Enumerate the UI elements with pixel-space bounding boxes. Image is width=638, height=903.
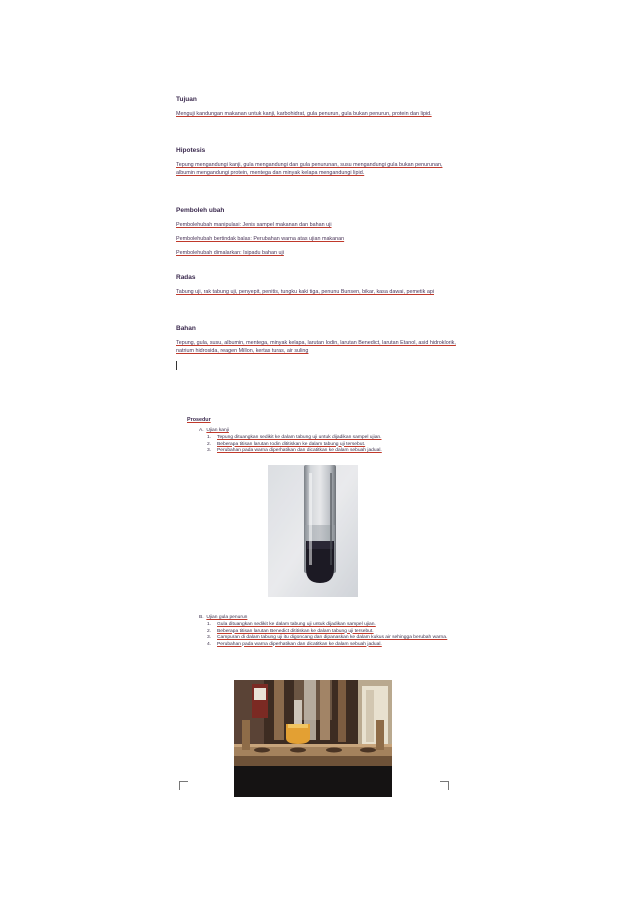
list-item: 2. Beberapa titisan larutan Benedict dititiskan ke dalam tabung uji tersebut.: [207, 628, 374, 634]
section-hipotesis: [176, 147, 456, 177]
heading-pemboleh-ubah: Pemboleh ubah: [176, 207, 225, 214]
steps-ujian-gula-penurun: [205, 622, 457, 648]
list-item: 3. Perubahan pada warna diperhatikan dan dicatitkan ke dalam sebuah jadual.: [207, 448, 382, 453]
section-tujuan: [176, 96, 456, 118]
test-tube-iodine-photo: [268, 465, 358, 597]
text-radas: Tabung uji, rak tabung uji, penyepit, penitis, tungku kaki tiga, penunu Bunsen, bikar, kasa dawai, pemetik api: [176, 289, 435, 295]
text-cursor: [176, 361, 177, 370]
heading-hipotesis: Hipotesis: [176, 147, 206, 154]
heading-bahan: Bahan: [176, 325, 196, 332]
list-item: 3. Campuran di dalam tabung uji itu digoncang dan dipanaskan ke dalam kukus air sehingga berubah warna.: [207, 635, 448, 640]
list-item: 1. Gula dituangkan sedikit ke dalam tabung uji untuk dijadikan sampel ujian.: [207, 622, 376, 627]
heading-radas: Radas: [176, 274, 196, 281]
crop-mark-left: [179, 781, 188, 790]
label-ujian-gula-penurun: Ujian gula penurun: [206, 615, 248, 620]
list-item: 1. Tepung dituangkan sedikit ke dalam tabung uji untuk dijadikan sampel ujian.: [207, 435, 382, 440]
marker-b: B.: [199, 615, 204, 620]
list-item: 2. Beberapa titisan larutan Iodin dititiskan ke dalam tabung uji tersebut.: [207, 441, 366, 447]
section-pemboleh-ubah: [176, 207, 456, 263]
test-tube-iodine-image: [268, 465, 358, 597]
marker-a: A.: [199, 428, 204, 433]
text-tujuan: Menguji kandungan makanan untuk kanji, karbohidrat, gula penurun, gula bukan penurun, protein dan lipid.: [176, 111, 432, 117]
list-item: 4. Perubahan pada warna diperhatikan dan dicatitkan ke dalam sebuah jadual.: [207, 641, 382, 647]
heading-prosedur: Prosedur: [187, 417, 211, 423]
section-bahan: [176, 325, 456, 355]
test-tube-rack-image: [234, 680, 392, 797]
heading-tujuan: Tujuan: [176, 96, 197, 103]
section-radas: [176, 274, 456, 296]
label-ujian-kanji: Ujian kanji: [206, 428, 229, 433]
test-tube-rack-photo: [234, 680, 392, 797]
text-bahan: Tepung, gula, susu, albumin, mentega, minyak kelapa, larutan Iodin, larutan Benedict, larutan Etanol, asid hidroklorik, natrium hidrosida, reagen Millon, kertas turas, air suling: [176, 340, 456, 354]
crop-mark-right: [440, 781, 449, 790]
text-dimalarkan: Pembolehubah dimalarkan: Isipadu bahan uji: [176, 250, 284, 256]
text-bertindak-balas: Pembolehubah bertindak balas: Perubahan warna atas ujian makanan: [176, 236, 345, 242]
steps-ujian-kanji: [205, 435, 457, 455]
text-hipotesis: Tepung mengandungi kanji, gula mengandungi dan gula penurunan, susu mengandungi gula bukan penurunan, albumin mengandungi protein, mentega dan minyak kelapa mengandungi lipid.: [176, 162, 443, 176]
text-manipulasi: Pembolehubah manipulasi: Jenis sampel makanan dan bahan uji: [176, 222, 332, 228]
subheading-ujian-kanji: [199, 428, 229, 433]
subheading-ujian-gula-penurun: [199, 615, 247, 620]
